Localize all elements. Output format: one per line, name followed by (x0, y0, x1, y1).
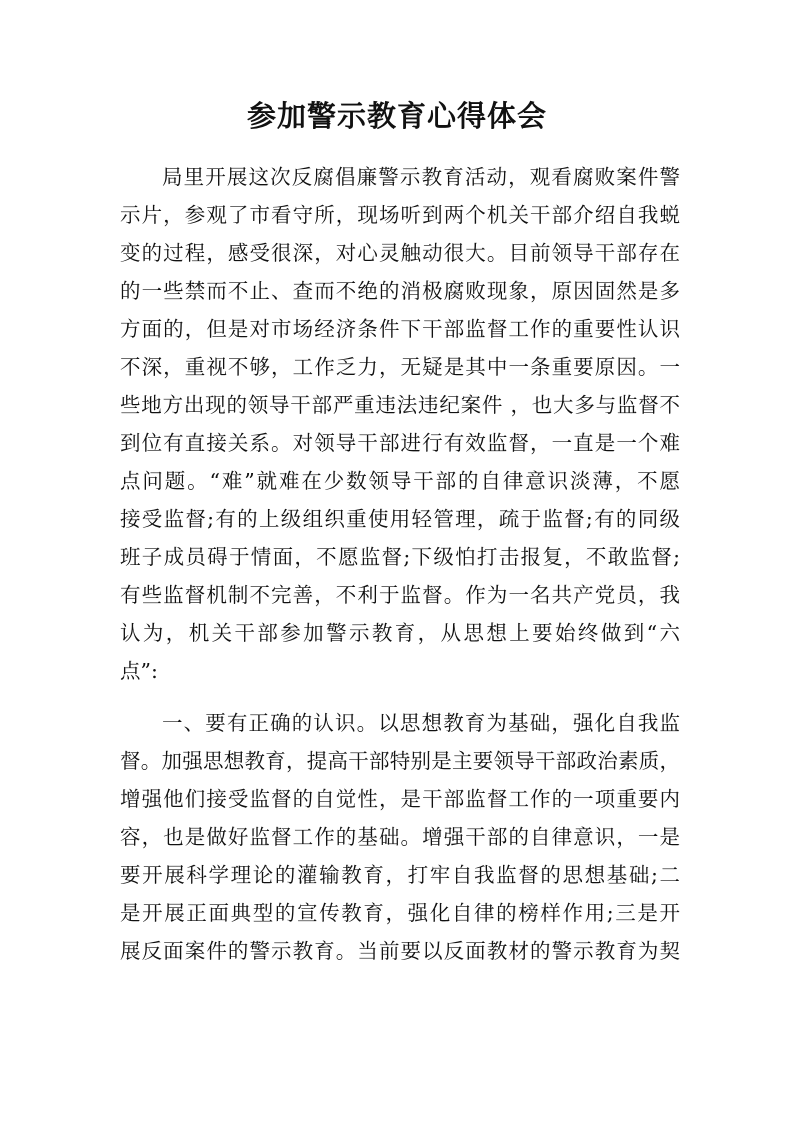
paragraph-line: 些地方出现的领导干部严重违法违纪案件 ，也大多与监督不 (120, 393, 680, 417)
paragraph-line: 的一些禁而不止、查而不绝的消极腐败现象，原因固然是多 (120, 279, 680, 303)
paragraph-line: 容，也是做好监督工作的基础。增强干部的自律意识，一是 (120, 825, 680, 849)
paragraph-line: 要开展科学理论的灌输教育，打牢自我监督的思想基础;二 (120, 863, 680, 887)
document-title: 参加警示教育心得体会 (246, 99, 547, 133)
paragraph-line: 点问题。“难”就难在少数领导干部的自律意识淡薄，不愿 (120, 469, 680, 493)
paragraph-line: 增强他们接受监督的自觉性，是干部监督工作的一项重要内 (120, 787, 680, 811)
paragraph-line: 点”: (120, 659, 158, 683)
paragraph-line: 接受监督;有的上级组织重使用轻管理，疏于监督;有的同级 (120, 507, 680, 531)
paragraph-line: 局里开展这次反腐倡廉警示教育活动，观看腐败案件警 (162, 165, 680, 189)
paragraph-line: 班子成员碍于情面，不愿监督;下级怕打击报复，不敢监督; (120, 545, 680, 569)
paragraph-line: 督。加强思想教育，提高干部特别是主要领导干部政治素质， (120, 749, 680, 773)
paragraph-line: 到位有直接关系。对领导干部进行有效监督，一直是一个难 (120, 431, 680, 455)
paragraph-line: 是开展正面典型的宣传教育，强化自律的榜样作用;三是开 (120, 901, 680, 925)
paragraph-line: 不深，重视不够，工作乏力，无疑是其中一条重要原因。一 (120, 355, 680, 379)
paragraph-line: 方面的，但是对市场经济条件下干部监督工作的重要性认识 (120, 317, 680, 341)
paragraph-line: 认为，机关干部参加警示教育，从思想上要始终做到“六 (120, 621, 680, 645)
paragraph-line: 示片，参观了市看守所，现场听到两个机关干部介绍自我蜕 (120, 203, 680, 227)
paragraph-line: 一、要有正确的认识。以思想教育为基础，强化自我监 (162, 711, 680, 735)
paragraph-line: 展反面案件的警示教育。当前要以反面教材的警示教育为契 (120, 939, 680, 963)
paragraph-line: 有些监督机制不完善，不利于监督。作为一名共产党员，我 (120, 583, 680, 607)
paragraph-line: 变的过程，感受很深，对心灵触动很大。目前领导干部存在 (120, 241, 680, 265)
